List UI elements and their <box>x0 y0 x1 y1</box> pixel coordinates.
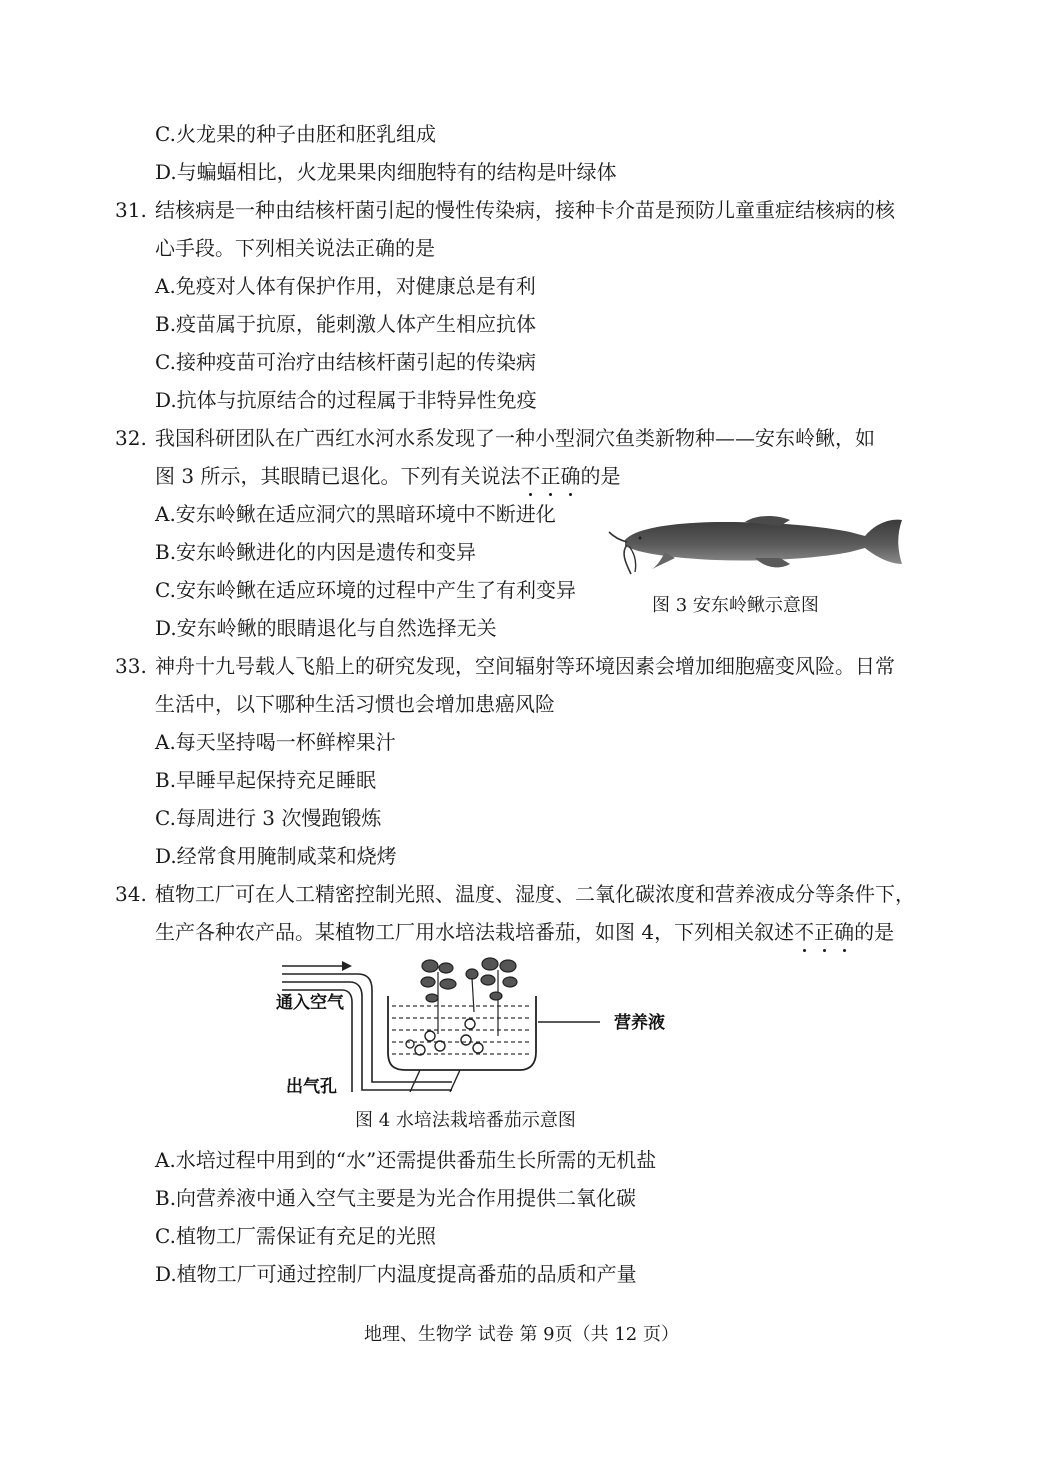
q32-option-a: A.安东岭鳅在适应洞穴的黑暗环境中不断进化 <box>155 502 556 526</box>
q32-option-b: B.安东岭鳅进化的内因是遗传和变异 <box>155 540 477 564</box>
option-d-prev: D.与蝙蝠相比，火龙果果肉细胞特有的结构是叶绿体 <box>155 160 617 184</box>
q33-option-d: D.经常食用腌制咸菜和烧烤 <box>155 844 397 868</box>
question-31-stem-line2: 心手段。下列相关说法正确的是 <box>155 236 435 260</box>
question-number-34: 34. <box>115 882 147 906</box>
q34-option-a: A.水培过程中用到的“水”还需提供番茄生长所需的无机盐 <box>155 1148 657 1172</box>
label-outlet: 出气孔 <box>286 1077 337 1097</box>
emphasis-char: 正 <box>540 464 561 488</box>
figure-4-caption: 图 4 水培法栽培番茄示意图 <box>355 1110 576 1131</box>
stem-text: 生产各种农产品。某植物工厂用水培法栽培番茄，如图 4，下列相关叙述 <box>155 920 795 944</box>
question-34-stem-line2 <box>155 918 894 946</box>
q31-option-b: B.疫苗属于抗原，能刺激人体产生相应抗体 <box>155 312 537 336</box>
q31-option-d: D.抗体与抗原结合的过程属于非特异性免疫 <box>155 388 537 412</box>
q33-option-c: C.每周进行 3 次慢跑锻炼 <box>155 806 382 830</box>
stem-text: 图 3 所示，其眼睛已退化。下列有关说法 <box>155 464 521 488</box>
q31-option-c: C.接种疫苗可治疗由结核杆菌引起的传染病 <box>155 350 536 374</box>
q33-option-b: B.早睡早起保持充足睡眠 <box>155 768 377 792</box>
q34-option-c: C.植物工厂需保证有充足的光照 <box>155 1224 436 1248</box>
option-c-prev: C.火龙果的种子由胚和胚乳组成 <box>155 122 436 146</box>
q31-option-a: A.免疫对人体有保护作用，对健康总是有利 <box>155 274 536 298</box>
q32-option-d: D.安东岭鳅的眼睛退化与自然选择无关 <box>155 616 497 640</box>
question-number-32: 32. <box>115 426 147 450</box>
emphasis-char: 不 <box>794 920 815 944</box>
emphasis-char: 正 <box>814 920 835 944</box>
question-32-stem-line1: 我国科研团队在广西红水河水系发现了一种小型洞穴鱼类新物种——安东岭鳅，如 <box>155 426 875 450</box>
label-nutrient: 营养液 <box>614 1013 665 1033</box>
figure-3-caption: 图 3 安东岭鳅示意图 <box>652 595 819 616</box>
question-34-stem-line1: 植物工厂可在人工精密控制光照、温度、湿度、二氧化碳浓度和营养液成分等条件下， <box>155 882 915 906</box>
question-32-stem-line2 <box>155 462 620 490</box>
emphasis-char: 确 <box>834 920 855 944</box>
emphasis-char: 确 <box>560 464 581 488</box>
question-number-33: 33. <box>115 654 147 678</box>
stem-text: 的是 <box>580 464 621 488</box>
q32-option-c: C.安东岭鳅在适应环境的过程中产生了有利变异 <box>155 578 576 602</box>
question-31-stem-line1: 结核病是一种由结核杆菌引起的慢性传染病，接种卡介苗是预防儿童重症结核病的核 <box>155 198 895 222</box>
q34-option-d: D.植物工厂可通过控制厂内温度提高番茄的品质和产量 <box>155 1262 637 1286</box>
stem-text: 的是 <box>854 920 895 944</box>
hydroponics-figure <box>270 952 710 1102</box>
question-33-stem-line2: 生活中，以下哪种生活习惯也会增加患癌风险 <box>155 692 555 716</box>
q33-option-a: A.每天坚持喝一杯鲜榨果汁 <box>155 730 396 754</box>
q34-option-b: B.向营养液中通入空气主要是为光合作用提供二氧化碳 <box>155 1186 637 1210</box>
page-footer: 地理、生物学 试卷 第 9页（共 12 页） <box>364 1324 679 1345</box>
question-number-31: 31. <box>115 198 147 222</box>
label-air-in: 通入空气 <box>276 993 344 1013</box>
question-33-stem-line1: 神舟十九号载人飞船上的研究发现，空间辐射等环境因素会增加细胞癌变风险。日常 <box>155 654 895 678</box>
emphasis-char: 不 <box>520 464 541 488</box>
fish-figure <box>605 512 905 578</box>
